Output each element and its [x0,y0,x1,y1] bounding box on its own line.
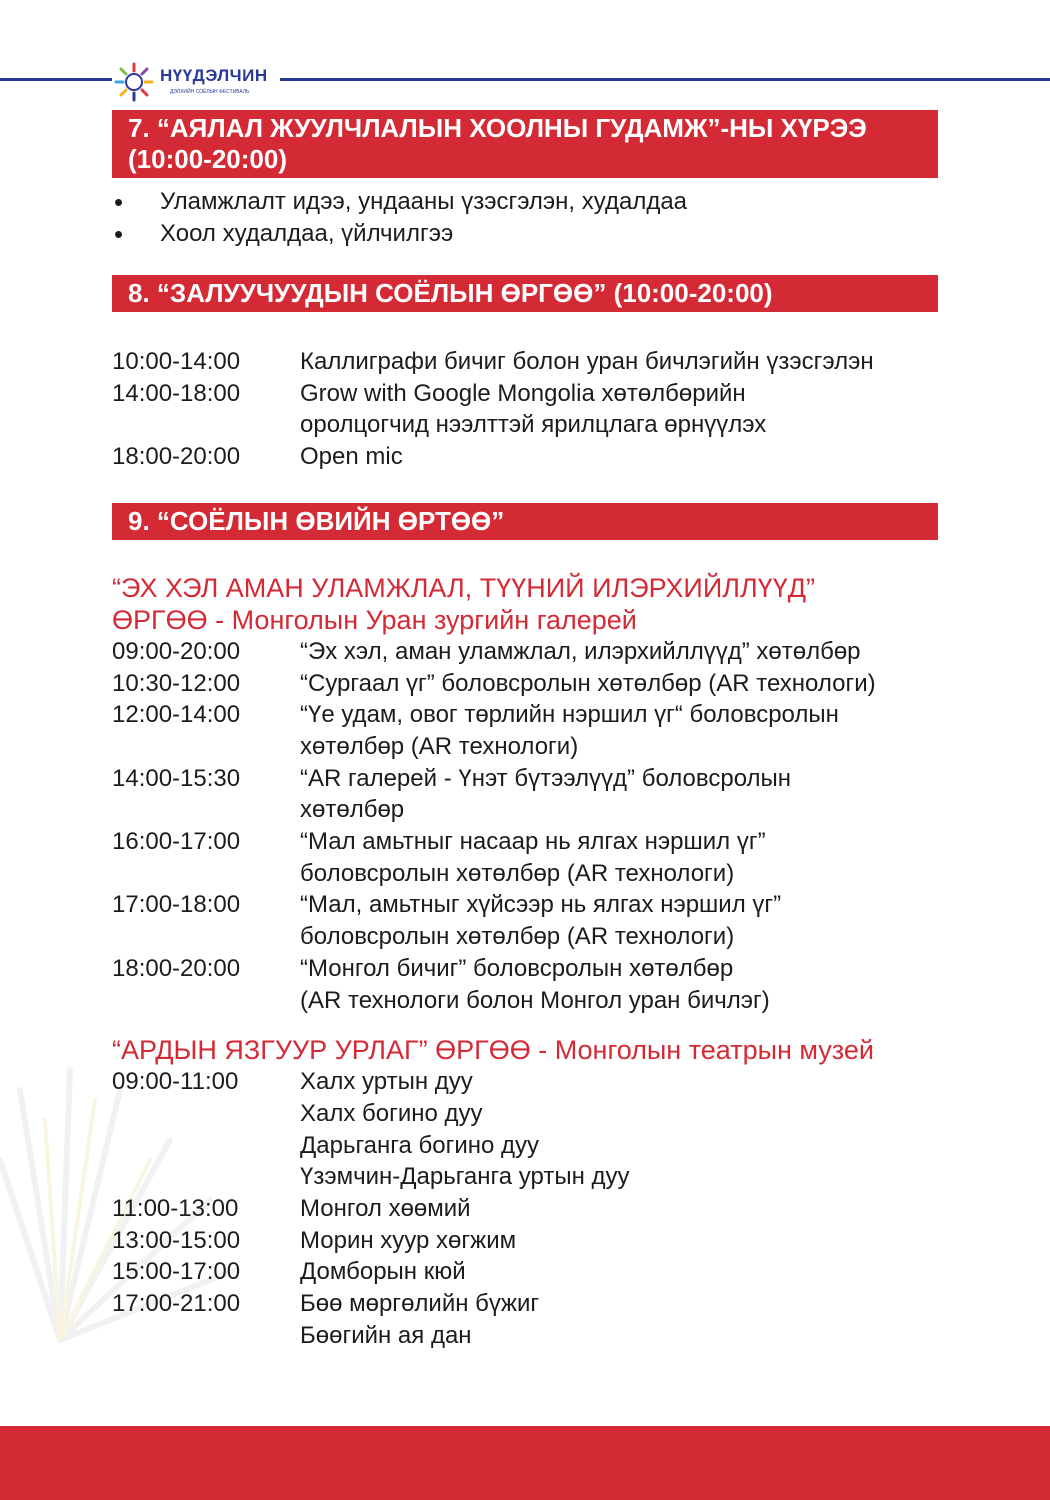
schedule-description: Grow with Google Mongolia хөтөлбөрийн оролцогчид нээлттэй ярилцлага өрнүүлэх [300,379,767,439]
schedule-time: 16:00-17:00 [112,828,241,856]
section-8-schedule [112,346,938,473]
schedule-time: 17:00-18:00 [112,891,241,919]
schedule-description: “Монгол бичиг” боловсролын хөтөлбөр (AR технологи болон Монгол уран бичлэг) [300,954,770,1014]
schedule-description: “Эх хэл, аман уламжлал, илэрхийллүүд” хөтөлбөр [300,637,861,665]
header-divider-left [0,78,112,81]
section-9-title: 9. “СОЁЛЫН ӨВИЙН ӨРТӨӨ” [112,503,938,540]
list-item: • Хоол худалдаа, үйлчилгээ [112,218,938,250]
schedule-time: 14:00-15:30 [112,764,241,792]
festival-logo [112,60,282,104]
header-divider-right [280,78,1050,81]
schedule-description: Open mic [300,443,403,471]
section-7-title: 7. “АЯЛАЛ ЖУУЛЧЛАЛЫН ХООЛНЫ ГУДАМЖ”-НЫ ХҮРЭЭ (10:00-20:00) [112,110,938,178]
logo-subtitle: ДЭЛХИЙН СОЁЛЫН ФЕСТИВАЛЬ [170,89,250,95]
page-content [112,110,938,1352]
schedule-description: “AR галерей - Үнэт бүтээлүүд” боловсролын хөтөлбөр [300,764,792,824]
part-1-heading: “ЭХ ХЭЛ АМАН УЛАМЖЛАЛ, ТҮҮНИЙ ИЛЭРХИЙЛЛҮҮД” [112,572,815,603]
schedule-time: 10:30-12:00 [112,669,241,697]
logo-name: НҮҮДЭЛЧИН [160,66,268,85]
schedule-time: 18:00-20:00 [112,954,241,982]
schedule-description: Домборын кюй [300,1258,466,1286]
part-1-venue: ӨРГӨӨ - Монголын Уран зургийн галерей [112,604,637,635]
schedule-description: “Үе удам, овог төрлийн нэршил үг“ боловсролын хөтөлбөр (AR технологи) [300,701,839,760]
schedule-description: Каллиграфи бичиг болон уран бичлэгийн үзэсгэлэн [300,348,874,375]
schedule-time: 11:00-13:00 [112,1195,239,1223]
part-1-schedule [112,636,938,1016]
footer-bar [0,1426,1050,1500]
schedule-time: 09:00-20:00 [112,637,241,665]
schedule-time: 15:00-17:00 [112,1258,241,1286]
sun-emblem-icon [112,60,156,104]
schedule-time: 18:00-20:00 [112,443,241,471]
section-8-title: 8. “ЗАЛУУЧУУДЫН СОЁЛЫН ӨРГӨӨ” (10:00-20:00) [112,275,938,312]
part-2-schedule [112,1066,938,1351]
schedule-description: “Мал, амьтныг хүйсээр нь ялгах нэршил үг” боловсролын хөтөлбөр (AR технологи) [300,891,782,951]
schedule-description: Халх уртын дуу Халх богино дуу Дарьганга богино дуу Үзэмчин-Дарьганга уртын дуу [300,1068,630,1191]
schedule-description: Морин хуур хөгжим [300,1226,517,1254]
schedule-description: “Сургаал үг” боловсролын хөтөлбөр (AR технологи) [300,669,876,697]
schedule-time: 13:00-15:00 [112,1226,241,1254]
list-item: • Уламжлалт идээ, ундааны үзэсгэлэн, худалдаа [112,186,938,218]
schedule-description: Монгол хөөмий [300,1195,471,1223]
schedule-time: 17:00-21:00 [112,1290,241,1318]
part-2-heading: “АРДЫН ЯЗГУУР УРЛАГ” ӨРГӨӨ - Монголын театрын музей [112,1035,874,1066]
schedule-time: 10:00-14:00 [112,348,241,375]
schedule-time: 14:00-18:00 [112,379,241,407]
schedule-time: 09:00-11:00 [112,1068,239,1096]
schedule-time: 12:00-14:00 [112,701,241,729]
section-7-list [112,186,938,250]
schedule-description: Бөө мөргөлийн бүжиг Бөөгийн ая дан [300,1290,540,1349]
schedule-description: “Мал амьтныг насаар нь ялгах нэршил үг” боловсролын хөтөлбөр (AR технологи) [300,828,766,887]
